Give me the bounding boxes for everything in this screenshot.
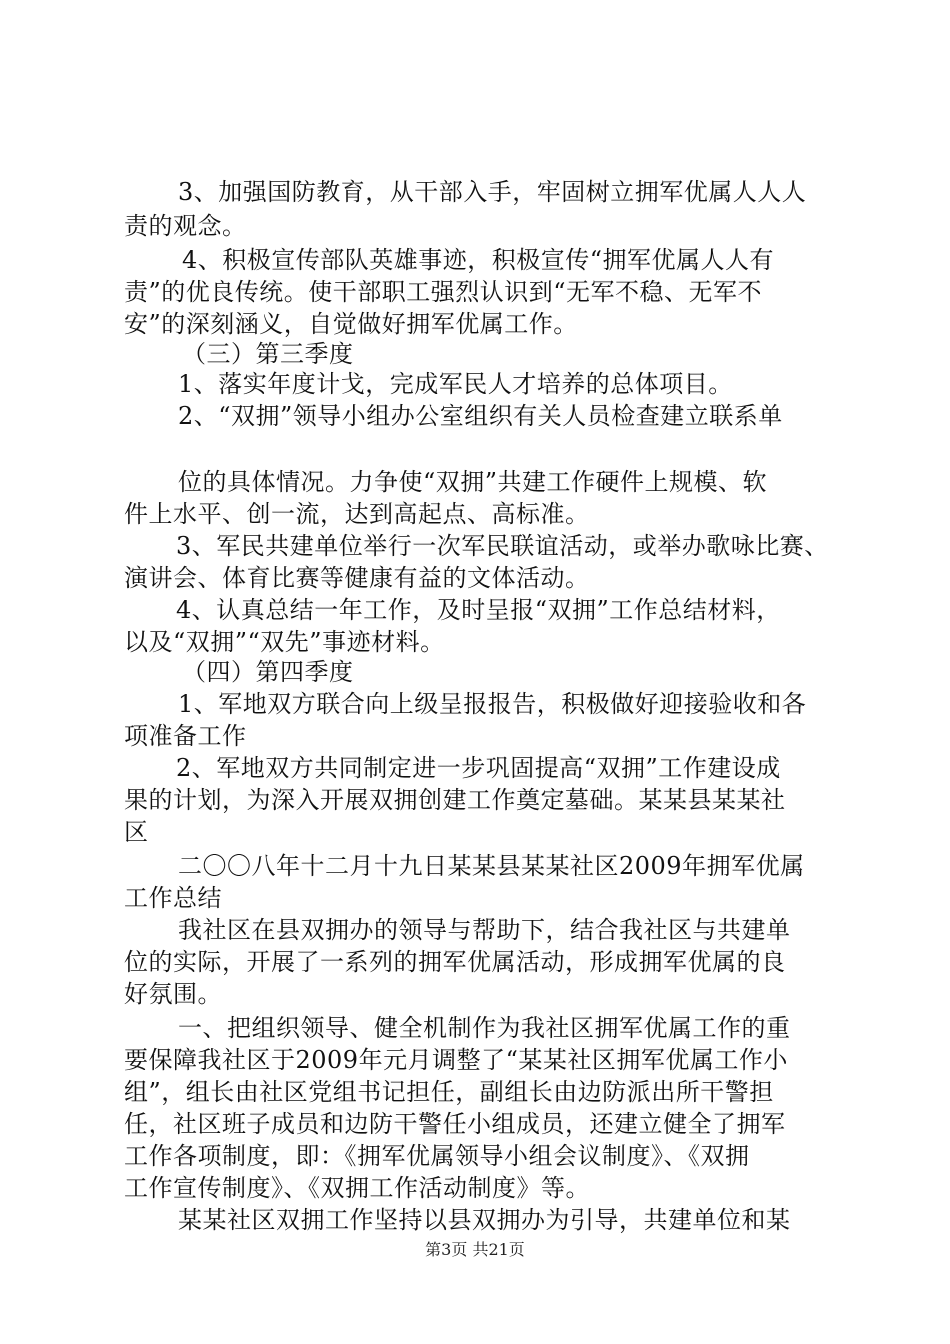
text-line: 好氛围。 [124,980,222,1008]
section-heading: （四）第四季度 [182,658,354,686]
page-number-footer: 第3页 共21页 [425,1240,525,1259]
text-line: 位的实际，开展了一系列的拥军优属活动，形成拥军优属的良 [124,948,786,976]
text-line: 演讲会、体育比赛等健康有益的文体活动。 [124,564,590,592]
text-line: 工作总结 [124,884,222,912]
text-line: 任，社区班子成员和边防干警任小组成员，还建立健全了拥军 [124,1110,786,1138]
text-line: 某某社区双拥工作坚持以县双拥办为引导，共建单位和某 [178,1206,791,1234]
text-line: 4、认真总结一年工作，及时呈报“双拥”工作总结材料， [176,596,781,624]
text-line: 位的具体情况。力争使“双拥”共建工作硬件上规模、软 [178,468,768,496]
text-line: 1、军地双方联合向上级呈报报告，积极做好迎接验收和各 [178,690,807,718]
text-line: 果的计划，为深入开展双拥创建工作奠定墓础。某某县某某社 [124,786,786,814]
text-line: 责”的优良传统。使干部职工强烈认识到“无军不稳、无军不 [124,278,763,306]
text-line: 以及“双拥”“双先”事迹材料。 [124,628,445,656]
text-line: 件上水平、创一流，达到高起点、高标准。 [124,500,590,528]
text-line: 二〇〇八年十二月十九日某某县某某社区2009年拥军优属 [178,852,805,880]
text-line: 安”的深刻涵义，自觉做好拥军优属工作。 [124,310,578,338]
section-heading: （三）第三季度 [182,340,354,368]
text-line: 2、“双拥”领导小组办公室组织有关人员检查建立联系单 [178,402,783,430]
text-line: 2、军地双方共同制定进一步巩固提高“双拥”工作建设成 [176,754,781,782]
text-line: 4、积极宣传部队英雄事迹，积极宣传“拥军优属人人有 [182,246,775,274]
text-line: 一、把组织领导、健全机制作为我社区拥军优属工作的重 [178,1014,791,1042]
text-line: 要保障我社区于2009年元月调整了“某某社区拥军优属工作小 [124,1046,788,1074]
text-line: 我社区在县双拥办的领导与帮助下，结合我社区与共建单 [178,916,791,944]
text-line: 3、军民共建单位举行一次军民联谊活动，或举办歌咏比赛、 [176,532,829,560]
text-line: 工作宣传制度》、《双拥工作活动制度》等。 [124,1174,590,1202]
text-line: 项准备工作 [124,722,247,750]
text-line: 1、落实年度计戈，完成军民人才培养的总体项目。 [178,370,733,398]
text-line: 组”，组长由社区党组书记担任，副组长由边防派出所干警担 [124,1078,774,1106]
text-line: 区 [124,818,149,846]
text-line: 3、加强国防教育，从干部入手，牢固树立拥军优属人人人 [178,178,807,206]
text-line: 工作各项制度，即：《拥军优属领导小组会议制度》、《双拥 [124,1142,750,1170]
text-line: 责的观念。 [124,212,247,240]
